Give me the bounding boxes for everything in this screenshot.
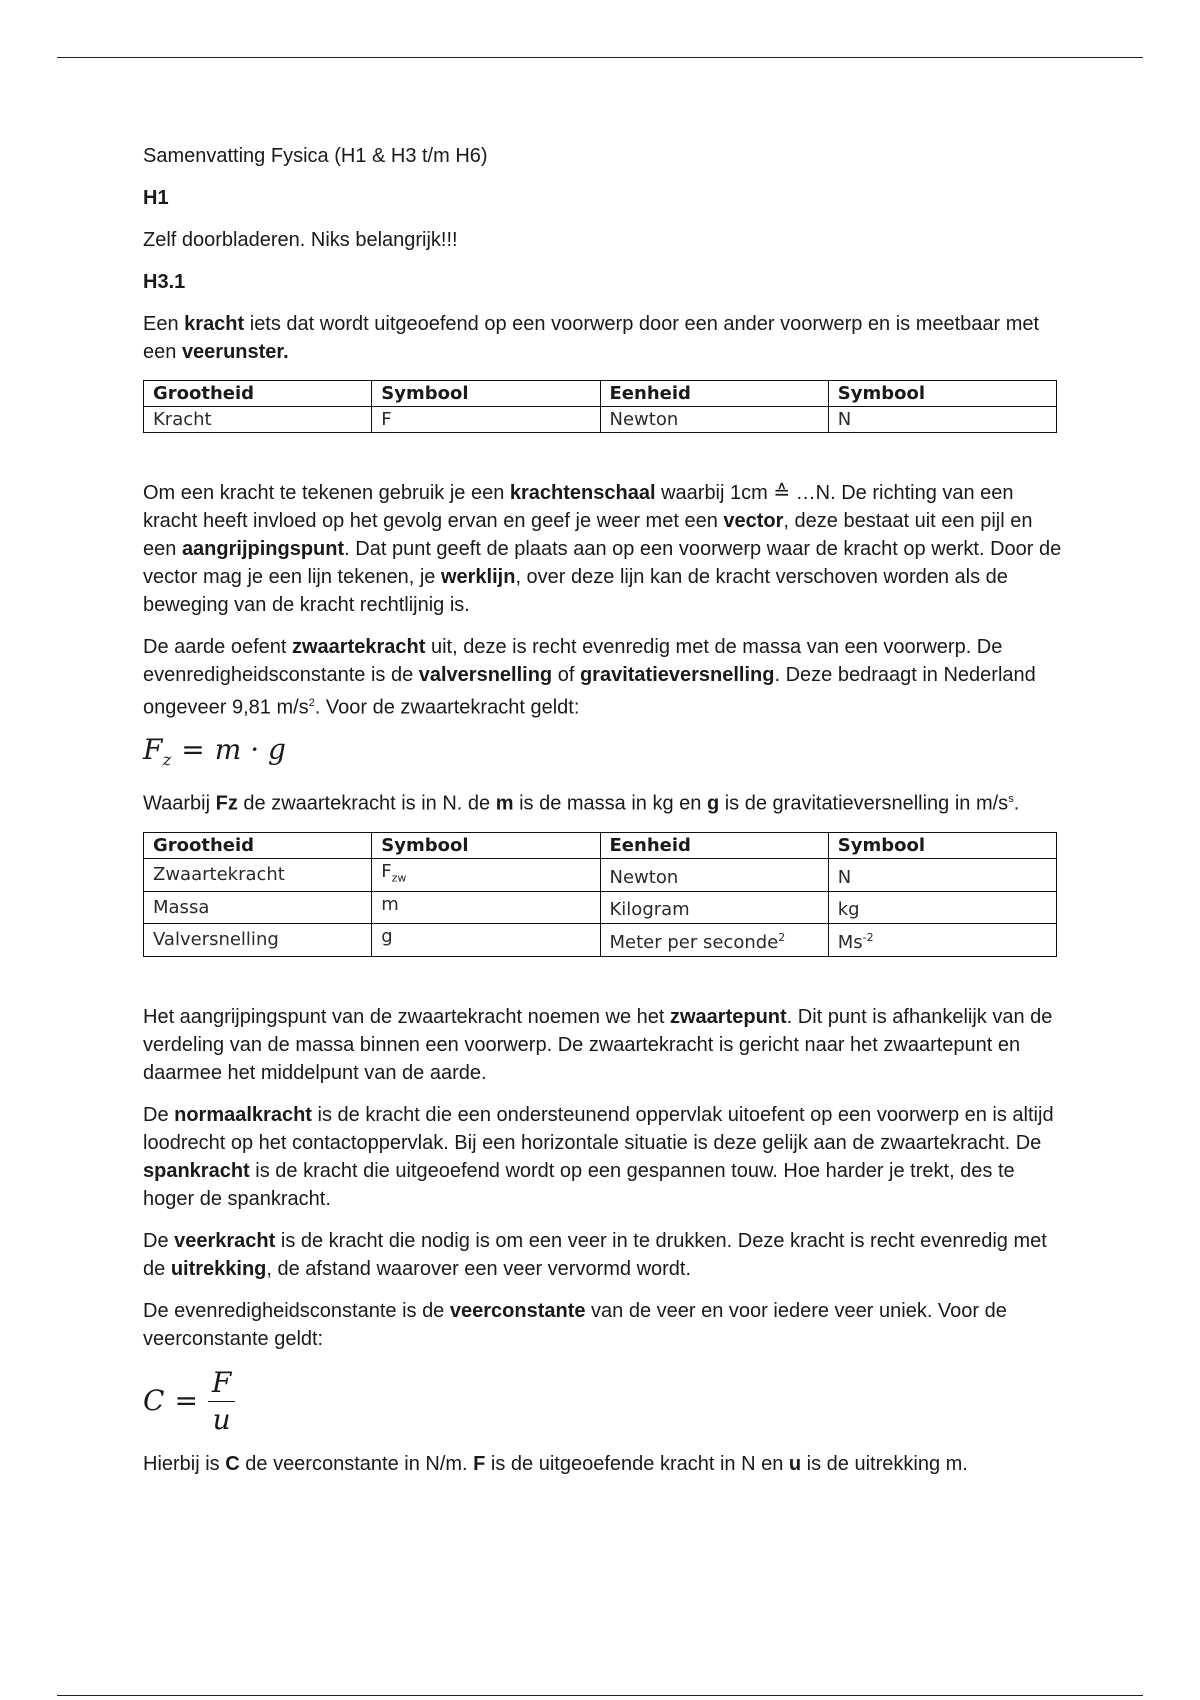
term-valversnelling: valversnelling xyxy=(418,664,553,686)
fraction: $\frac{F}{u}$ xyxy=(208,1367,235,1436)
term-g: g xyxy=(706,792,720,815)
term-normaalkracht: normaalkracht xyxy=(174,1103,312,1126)
table-cell: Massa xyxy=(144,891,372,924)
table-row xyxy=(144,924,1057,957)
table-row xyxy=(144,858,1057,891)
paragraph-zwaartepunt: Het aangrijpingspunt van de zwaartekracht noemen we het zwaartepunt. Dit punt is afhankelijk van de verdeling van de massa binnen een voorwerp. De zwaartekracht is gericht naar het zwaartepunt en daarmee het middelpunt van de aarde. xyxy=(143,1005,1053,1084)
paragraph-normaalkracht: De normaalkracht is de kracht die een ondersteunend oppervlak uitoefent op een voorwerp en is altijd loodrecht op het contactoppervlak. Bij een horizontale situatie is deze gelijk aan de zwaartekracht. De spankracht is de kracht die uitgeoefend wordt op een gespannen touw. Hoe harder je trekt, des te hoger de spankracht. xyxy=(143,1103,1054,1210)
paragraph-kracht: Een kracht iets dat wordt uitgeoefend op een voorwerp door een ander voorwerp en is meetbaar met een veerunster. xyxy=(143,313,1040,363)
table-zwaartekracht xyxy=(143,832,1057,957)
table-header-cell: Symbool xyxy=(372,381,600,407)
formula-veerconstante: C = $\frac{F}{u}$ xyxy=(143,1367,1063,1436)
table-cell: Newton xyxy=(600,858,828,891)
table-cell: N xyxy=(828,858,1056,891)
table-header-cell: Eenheid xyxy=(600,381,828,407)
term-c: C xyxy=(225,1452,240,1475)
paragraph-veerkracht: De veerkracht is de kracht die nodig is om een veer in te drukken. Deze kracht is recht evenredig met de uitrekking, de afstand waarover een veer vervormd wordt. xyxy=(143,1229,1047,1280)
h1-text: Zelf doorbladeren. Niks belangrijk!!! xyxy=(143,229,458,251)
table-row xyxy=(144,407,1057,433)
term-veerkracht: veerkracht xyxy=(174,1229,276,1252)
term-aangrijpingspunt: aangrijpingspunt xyxy=(181,538,345,560)
document-title: Samenvatting Fysica (H1 & H3 t/m H6) xyxy=(143,145,488,167)
table-cell: Kilogram xyxy=(600,891,828,924)
term-veerconstante: veerconstante xyxy=(449,1299,586,1322)
paragraph-veerconstante: De evenredigheidsconstante is de veerconstante van de veer en voor iedere veer uniek. Voor de veerconstante geldt: xyxy=(143,1299,1007,1350)
section-heading-h1: H1 xyxy=(143,187,169,209)
paragraph-krachtenschaal: Om een kracht te tekenen gebruik je een krachtenschaal waarbij 1cm ≙ …N. De richting van een kracht heeft invloed op het gevolg ervan en geef je weer met een vector, deze bestaat uit een pijl en een aangrijpingspunt. Dat punt geeft de plaats aan op een voorwerp waar de kracht op werkt. Door de vector mag je een lijn tekenen, je werklijn, over deze lijn kan de kracht verschoven worden als de beweging van de kracht rechtlijnig is. xyxy=(143,482,1062,616)
term-fz: Fz xyxy=(215,792,238,815)
term-m: m xyxy=(495,792,514,815)
table-row xyxy=(144,891,1057,924)
term-zwaartepunt: zwaartepunt xyxy=(669,1005,787,1028)
table-cell: m xyxy=(372,891,600,924)
table-header-row xyxy=(144,381,1057,407)
table-cell: Meter per seconde$^2$ xyxy=(600,924,828,957)
footer-rule xyxy=(57,1695,1143,1696)
term-werklijn: werklijn xyxy=(440,566,516,588)
table-cell: Newton xyxy=(600,407,828,433)
table-cell: Valversnelling xyxy=(144,924,372,957)
term-zwaartekracht: zwaartekracht xyxy=(292,636,426,658)
paragraph-hierbij: Hierbij is C de veerconstante in N/m. F is de uitgeoefende kracht in N en u is de uitrekking m. xyxy=(143,1452,968,1475)
document-body xyxy=(143,142,1063,1492)
paragraph-waarbij: Waarbij Fz de zwaartekracht is in N. de m is de massa in kg en g is de gravitatieversnelling in $m/s^s$. xyxy=(143,792,1020,815)
table-header-cell: Symbool xyxy=(372,832,600,858)
paragraph-zwaartekracht: De aarde oefent zwaartekracht uit, deze is recht evenredig met de massa van een voorwerp. De evenredigheidsconstante is de valversnelling of gravitatieversnelling. Deze bedraagt in Nederland ongeveer 9,81 $m/s^2$. Voor de zwaartekracht geldt: xyxy=(143,636,1036,719)
term-kracht: kracht xyxy=(184,313,245,335)
section-heading-h3-1: H3.1 xyxy=(143,271,186,293)
term-uitrekking: uitrekking xyxy=(170,1257,267,1280)
table-header-cell: Symbool xyxy=(828,832,1056,858)
table-header-cell: Symbool xyxy=(828,381,1056,407)
table-cell: Zwaartekracht xyxy=(144,858,372,891)
table-header-cell: Grootheid xyxy=(144,832,372,858)
table-header-row xyxy=(144,832,1057,858)
table-cell: N xyxy=(828,407,1056,433)
table-cell: $Ms^{-2}$ xyxy=(828,924,1056,957)
term-krachtenschaal: krachtenschaal xyxy=(509,482,656,504)
term-u: u xyxy=(788,1452,802,1475)
table-header-cell: Eenheid xyxy=(600,832,828,858)
term-spankracht: spankracht xyxy=(143,1159,250,1182)
table-header-cell: Grootheid xyxy=(144,381,372,407)
formula-zwaartekracht: $F_z = m \cdot g$ xyxy=(143,732,286,770)
term-f: F xyxy=(473,1452,486,1475)
table-cell: $F_{zw}$ xyxy=(372,858,600,891)
header-rule xyxy=(57,57,1143,58)
table-cell: Kracht xyxy=(144,407,372,433)
table-cell: F xyxy=(372,407,600,433)
table-cell: kg xyxy=(828,891,1056,924)
term-veerunster: veerunster. xyxy=(181,341,289,363)
table-cell: g xyxy=(372,924,600,957)
term-vector: vector xyxy=(723,510,784,532)
table-kracht xyxy=(143,380,1057,433)
term-gravitatieversnelling: gravitatieversnelling xyxy=(579,664,775,686)
